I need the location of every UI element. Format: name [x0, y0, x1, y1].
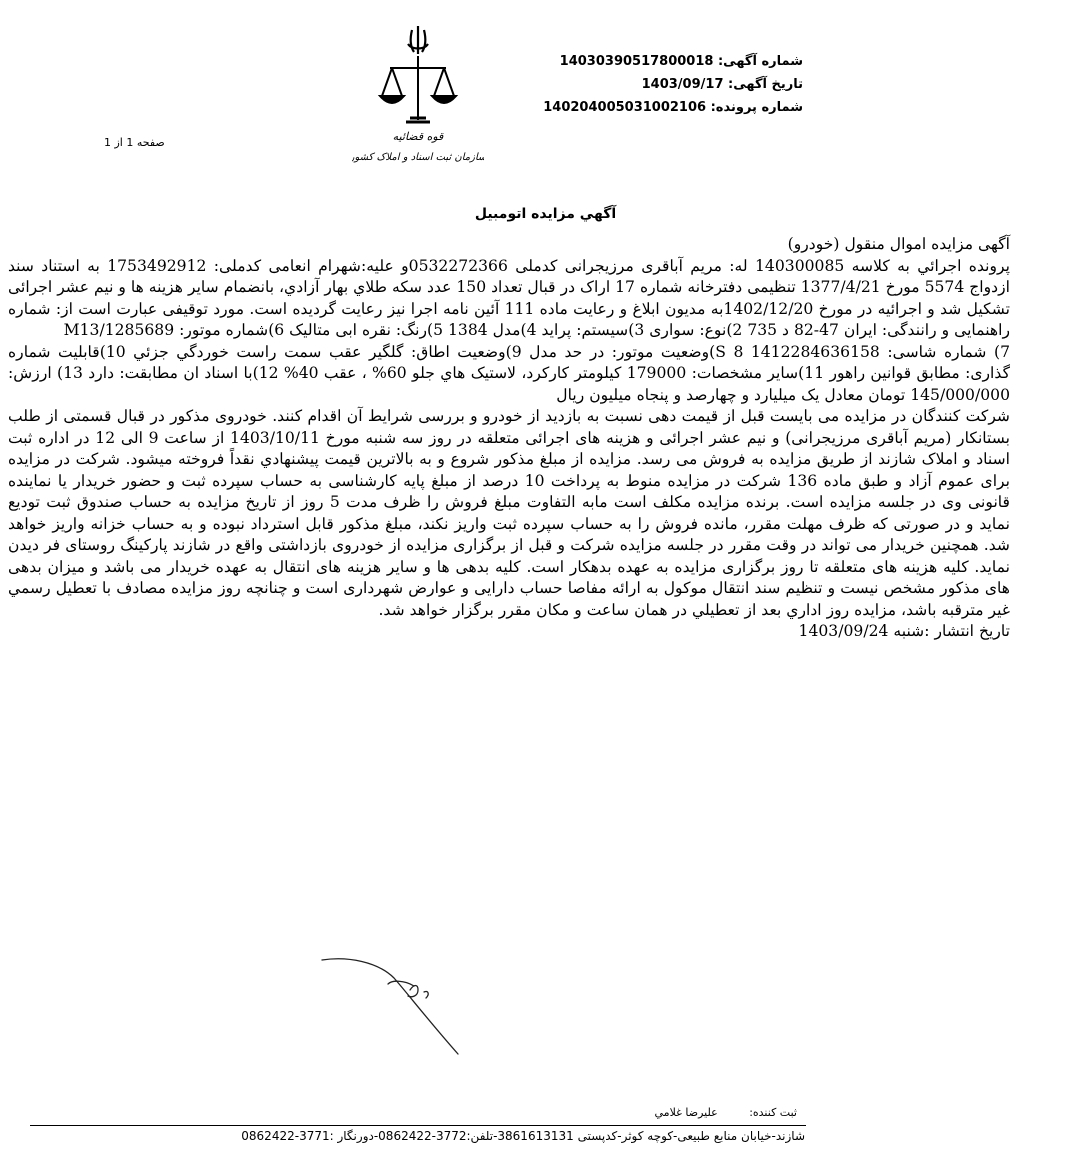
emblem-caption-top: قوه قضائیه — [392, 130, 444, 143]
page-number: صفحه 1 از 1 — [104, 136, 165, 149]
notice-body — [8, 234, 1010, 643]
publication-date-row — [8, 621, 1010, 643]
notice-meta — [543, 50, 803, 119]
judiciary-emblem-icon — [352, 22, 484, 168]
case-number: 140204005031002106 — [543, 100, 707, 115]
registrar — [655, 1106, 797, 1119]
notice-date: 1403/09/17 — [641, 77, 724, 92]
footer-divider — [30, 1125, 806, 1126]
notice-number-label: شماره آگهی: — [717, 54, 803, 69]
signature-icon — [318, 950, 468, 1060]
page-title: آگهي مزايده اتومبيل — [474, 206, 617, 222]
notice-number-row — [543, 50, 803, 73]
registrar-label: ثبت كننده: — [749, 1106, 797, 1119]
notice-date-label: تاریخ آگهی: — [728, 77, 803, 92]
footer-address: شازند-خیابان منابع طبیعی-کوچه کوثر-کدپستی 3861613131-تلفن:3772-0862422-دورنگار :3771-0862422 — [241, 1129, 805, 1143]
publication-date-label: تاريخ انتشار : — [924, 622, 1010, 640]
case-number-row — [543, 96, 803, 119]
body-paragraph-case: پرونده اجرائي به كلاسه 140300085 له: مریم آباقری مرزیجرانی کدملی 0532272366و علیه:شهرام انعامی کدملی: 1753492912 به استناد سند ازدواج 5574 مورخ 1377/4/21 تنظیمی دفترخانه شماره 17 اراک در قبال تعداد 150 عدد سکه طلاي بهار آزادي، بانضمام سایر هزینه ها و نیم عشر اجرائی تشکیل شد و اجرائیه در مورخ 1402/12/20به مديون ابلاغ و رعايت ماده 111 آئين نامه اجرا نيز رعايت گرديده است. مورد توقیفی عبارت است از: شماره راهنمایی و رانندگی: ایران 47-82 د 735 2)نوع: سواری 3)سیستم: پراید 4)مدل 1384 5)رنگ: نقره ابی متالیک 6)شماره موتور: M13/1285689 — [8, 256, 1010, 339]
body-paragraph-terms: شرکت کنندگان در مزایده می بایست قبل از قیمت دهی نسبت به بازدید از خودرو و بررسی شرایط آن اقدام کنند. خودروی مذکور در قبال قسمتی از طلب بستانکار (مریم آباقری مرزیجرانی) و نیم عشر اجرائی و هزینه های اجرائی متعلقه در روز سه شنبه مورخ 1403/10/11 از ساعت 9 الی 12 در اداره ثبت اسناد و املاک شازند از طریق مزایده به فروش می رسد. مزایده از مبلغ مذکور شروع و به بالاترين قيمت پيشنهادي نقداً فروخته ميشود. شرکت در مزایده برای عموم آزاد و طبق ماده 136 شرکت در مزایده منوط به پرداخت 10 درصد از مبلغ پایه کارشناسی به حساب سپرده ثبت و حضور خریدار یا نماینده قانونی وی در جلسه مزایده است. برنده مزایده مکلف است مابه التفاوت مبلغ فروش را ظرف مدت 5 روز از تاریخ مزایده به حساب صندوق ثبت تودیع نماید و در صورتی که ظرف مهلت مقرر، مانده فروش را به حساب سپرده ثبت واریز نکند، مبلغ مذکور قابل استرداد نبوده و به حساب خزانه واریز خواهد شد. همچنین خریدار می تواند در وقت مقرر در جلسه مزایده شرکت و قبل از برگزاری مزایده از خودروی بازداشتی واقع در شازند پارکینگ روستای فر دیدن نماید. کلیه هزینه های متعلقه تا روز برگزاری مزایده به عهده بدهکار است. کلیه بدهی ها و سایر هزینه های انتقال به عهده خریدار می باشد و میزان بدهی های مذکور مشخص نیست و تنظیم سند انتقال موکول به ارائه مفاصا حساب دارایی و عوارض شهرداری است و چنانچه روز مزایده مصادف با تعطیل رسمي غير مترقبه باشد، مزايده روز اداري بعد از تعطيلي در همان ساعت و مكان مقرر برگزار خواهد شد. — [8, 407, 1010, 619]
publication-date: شنبه 1403/09/24 — [798, 622, 925, 640]
body-paragraph-subject: آگهی مزایده اموال منقول (خودرو) — [787, 235, 1010, 253]
body-paragraph-vehicle: 7) شماره شاسی: S 8 141228463615‪8‬)وضعیت موتور: در حد مدل 9)وضعیت اطاق: گلگیر عقب سمت راست خوردگي جزئي 10)قابلیت شماره گذاری: مطابق قوانین راهور 11)سایر مشخصات: 179000 کیلومتر کارکرد، لاستيک هاي جلو 60% ، عقب 40% 12)با اسناد ان مطابقت: دارد 13) ارزش: 145/000/000 تومان معادل یک میلیارد و چهارصد و پنجاه میلیون ریال — [8, 342, 1011, 404]
case-number-label: شماره پرونده: — [710, 100, 803, 115]
registrar-name: عليرضا غلامي — [654, 1106, 718, 1119]
notice-number: 14030390517800018 — [559, 54, 714, 69]
notice-date-row — [543, 73, 803, 96]
emblem-caption-bottom: سازمان ثبت اسناد و املاک کشور — [352, 152, 484, 163]
